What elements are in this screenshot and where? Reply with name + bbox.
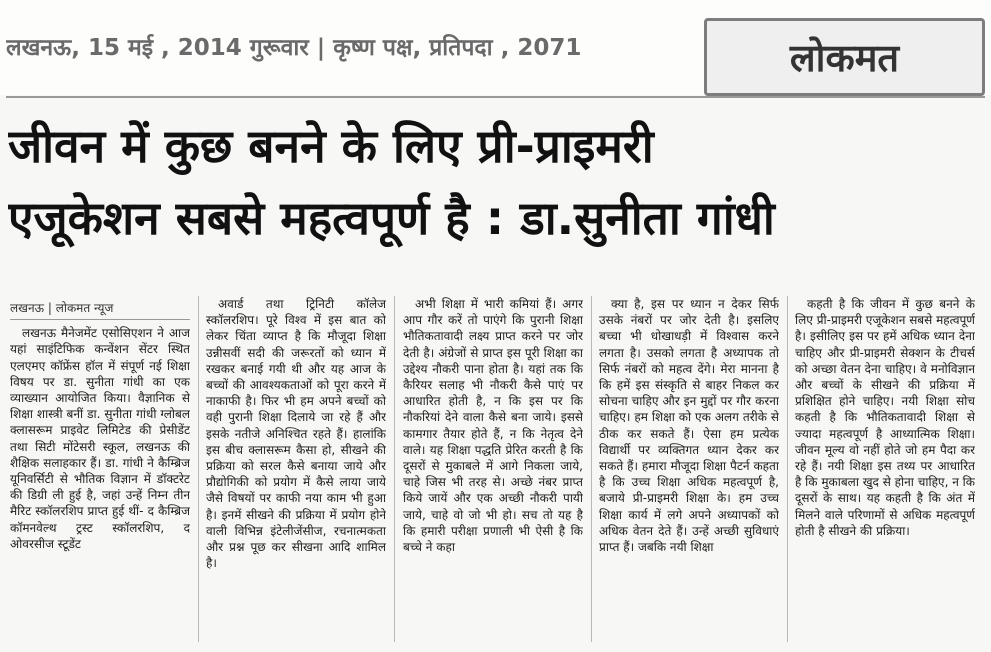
article-column-5 bbox=[795, 296, 975, 644]
column-divider bbox=[394, 296, 395, 642]
column-divider bbox=[198, 296, 199, 642]
headline-line-1: जीवन में कुछ बनने के लिए प्री-प्राइमरी bbox=[8, 119, 654, 173]
column-divider bbox=[591, 296, 592, 642]
headline-line-2: एजूकेशन सबसे महत्वपूर्ण है : डा.सुनीता गांधी bbox=[8, 191, 775, 245]
newspaper-logo: लोकमत bbox=[704, 18, 985, 96]
masthead-divider bbox=[6, 96, 985, 98]
masthead bbox=[0, 0, 991, 95]
article-column-4 bbox=[599, 296, 779, 644]
column-text: कहती है कि जीवन में कुछ बनने के लिए प्री-प्राइमरी एजूकेशन सबसे महत्वपूर्ण है। इसीलिए इस पर हमें अधिक ध्यान देना चाहिए और प्री-प्राइमरी सेक्शन के टीचर्स को अच्छा वेतन देना चाहिए। वे मनोविज्ञान और बच्चों के सीखने की प्रक्रिया में प्रशिक्षित होने चाहिए। नयी शिक्षा सोच कहती है कि भौतिकतावादी शिक्षा से ज्यादा महत्वपूर्ण है आध्यात्मिक शिक्षा। जीवन मूल्य वो नहीं होते जो हम पैदा कर रहे हैं। नयी शिक्षा इस तथ्य पर आधारित है कि मुकाबला खुद से होना चाहिए, न कि दूसरों के साथ। यह कहती है कि अंत में मिलने वाले परिणामों से अधिक महत्वपूर्ण होती है सीखने की प्रक्रिया। bbox=[795, 297, 975, 538]
dateline: लखनऊ, 15 मई , 2014 गुरूवार | कृष्ण पक्ष, प्रतिपदा , 2071 bbox=[6, 35, 582, 61]
article-column-1 bbox=[10, 296, 190, 644]
article-column-2 bbox=[206, 296, 386, 644]
byline-divider bbox=[10, 319, 190, 320]
column-divider bbox=[787, 296, 788, 642]
headline bbox=[8, 110, 983, 290]
column-text: अभी शिक्षा में भारी कमियां हैं। अगर आप गौर करें तो पाएंगे कि पुरानी शिक्षा भौतिकतावादी लक्ष्य प्राप्त करने पर जोर देती है। अंग्रेजों से प्राप्त इस पूरी शिक्षा का उद्देश्य नौकरी पाना होता है। यहां तक कि कैरियर सलाह भी नौकरी कैसे पाएं पर आधारित होती है, न कि इस पर कि नौकरियां देने वाला कैसे बना जाये। इससे कामगार तैयार होते हैं, न कि नेतृत्व देने वाले। यह शिक्षा पद्धति प्रेरित करती है कि दूसरों से मुकाबले में आगे निकला जाये, चाहे जिस भी तरह से। अच्छे नंबर प्राप्त किये जायें और एक अच्छी नौकरी पायी जाये, चाहे वो जो भी हो। सच तो यह है कि हमारी परीक्षा प्रणाली भी ऐसी है कि बच्चे ने कहा bbox=[403, 297, 583, 555]
article-column-3 bbox=[403, 296, 583, 644]
column-text: लखनऊ मैनेजमेंट एसोसिएशन ने आज यहां साइंटिफिक कन्वेंशन सेंटर स्थित एलएमए कॉफ्रेंस हॉल में संपूर्ण नई शिक्षा विषय पर डा. सुनीता गांधी का एक व्याख्यान आयोजित किया। वैज्ञानिक से शिक्षा शास्त्री बनीं डा. सुनीता गांधी ग्लोबल क्लासरूम प्राइवेट लिमिटेड की प्रेसीडेंट तथा सिटी मोंटेसरी स्कूल, लखनऊ की शैक्षिक सलाहकार हैं। डा. गांधी ने कैम्ब्रिज यूनिवर्सिटी से भौतिक विज्ञान में डॉक्टरेट की डिग्री ली हुई है, जहां उन्हें निम्न तीन मैरिट स्कॉलरशिप प्राप्त हुई थीं- द कैम्ब्रिज कॉमनवेल्थ ट्रस्ट स्कॉलरशिप, द ओवरसीज स्टूडेंट bbox=[10, 326, 190, 551]
byline: लखनऊ | लोकमत न्यूज bbox=[10, 301, 114, 315]
column-text: अवार्ड तथा ट्रिनिटी कॉलेज स्कॉलरशिप। पूरे विश्व में इस बात को लेकर चिंता व्याप्त है कि मौजूदा शिक्षा उन्नीसवीं सदी की जरूरतों को ध्यान में रखकर बनाई गयी थी और यह आज के बच्चों की आवश्यकताओं को पूरा करने में नाकाफी है। फिर भी हम अपने बच्चों को वही पुरानी शिक्षा दिलाये जा रहे हैं और इसके नतीजे अनिश्चित रहते हैं। हालांकि इस बीच क्लासरूम कैसा हो, सीखने की प्रक्रिया को सरल कैसे बनाया जाये और प्रौद्योगिकी को प्रयोग में कैसे लाया जाये जैसे विषयों पर काफी नया काम भी हुआ है। इनमें सीखने की प्रक्रिया में प्रयोग होने वाली विभिन्न इंटेलीजेंसीज, रचनात्मकता और प्रश्न पूछ कर सीखना आदि शामिल है। bbox=[206, 297, 386, 571]
column-text: क्या है, इस पर ध्यान न देकर सिर्फ उसके नंबरों पर जोर देती है। इसलिए बच्चा भी धोखाधड़ी में विश्वास करने लगता है। उसको लगता है अध्यापक तो सिर्फ नंबरों को महत्व देंगे। मेरा मानना है कि हमें इस संस्कृति से बाहर निकल कर सोचना चाहिए और इन मुद्दों पर गौर करना चाहिए। हम शिक्षा को एक अलग तरीके से ठीक कर सकते हैं। ऐसा हम प्रत्येक विद्यार्थी पर व्यक्तिगत ध्यान देकर कर सकते हैं। हमारा मौजूदा शिक्षा पैटर्न कहता है कि उच्च शिक्षा अधिक महत्वपूर्ण है, बजाये प्री-प्राइमरी शिक्षा के। हम उच्च शिक्षा कार्य में लगे अपने अध्यापकों को अधिक वेतन देते हैं। उन्हें अच्छी सुविधाएं प्राप्त हैं। जबकि नयी शिक्षा bbox=[599, 297, 779, 555]
